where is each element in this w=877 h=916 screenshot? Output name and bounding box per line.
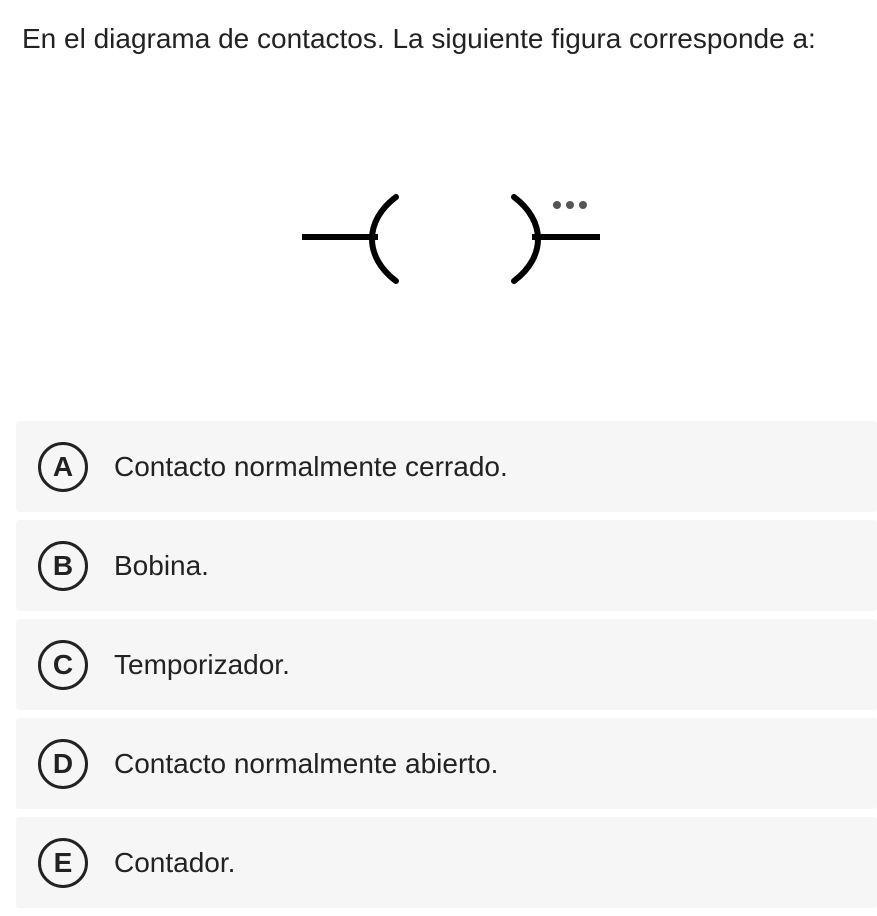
option-letter-badge: E xyxy=(38,838,88,888)
option-label: Bobina. xyxy=(114,549,209,581)
option-b[interactable] xyxy=(16,520,877,611)
answer-options xyxy=(16,421,877,916)
option-letter-badge: B xyxy=(38,541,88,591)
option-a[interactable] xyxy=(16,421,877,512)
option-letter-badge: A xyxy=(38,442,88,492)
option-letter-badge: D xyxy=(38,739,88,789)
coil-symbol-icon xyxy=(290,185,620,295)
option-label: Contador. xyxy=(114,846,236,878)
option-d[interactable] xyxy=(16,718,877,809)
question-figure xyxy=(290,185,620,295)
option-e[interactable] xyxy=(16,817,877,908)
more-dots-icon xyxy=(553,201,587,209)
option-c[interactable] xyxy=(16,619,877,710)
question-text: En el diagrama de contactos. La siguiente figura corresponde a: xyxy=(22,23,816,54)
option-label: Contacto normalmente cerrado. xyxy=(114,450,508,482)
option-label: Contacto normalmente abierto. xyxy=(114,747,499,779)
option-letter-badge: C xyxy=(38,640,88,690)
option-label: Temporizador. xyxy=(114,648,290,680)
